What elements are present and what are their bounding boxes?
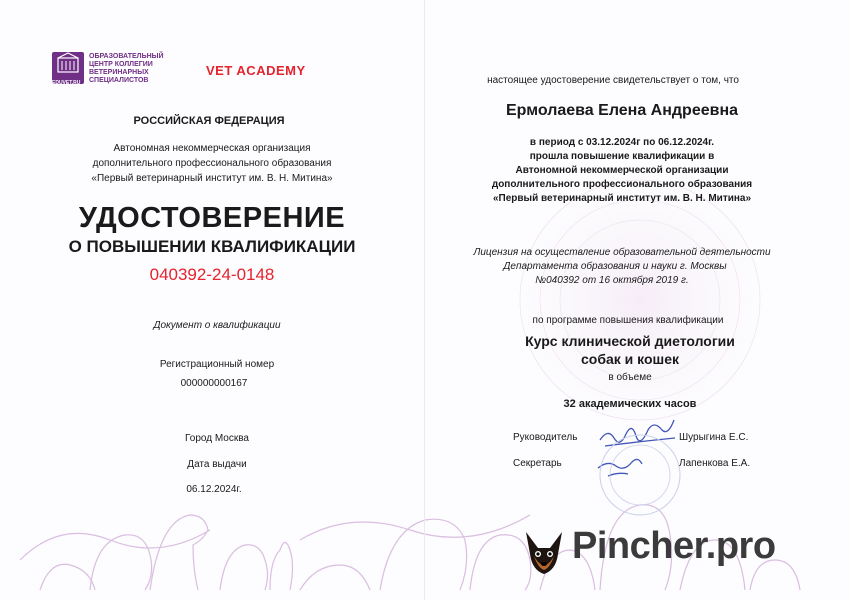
registration-number: 000000000167 [180,378,248,389]
license-line-3: №040392 от 16 октября 2019 г. [535,275,689,286]
study-period: в период с 03.12.2024г по 06.12.2024г. [529,137,715,148]
license-line-2: Департамента образования и науки г. Москвы [503,261,727,272]
program-intro: по программе повышения квалификации [532,315,724,326]
city: Город Москва [185,433,249,444]
certificate-title: УДОСТОВЕРЕНИЕ [78,202,346,234]
head-name: Шурыгина Е.С. [679,432,749,443]
document-type: Документ о квалификации [153,320,281,331]
license-line-1: Лицензия на осуществление образовательной деятельности [473,247,771,258]
recipient-name: Ермолаева Елена Андреевна [505,102,739,119]
intro-text: настоящее удостоверение свидетельствует о том, что [487,75,739,86]
issue-date-label: Дата выдачи [187,459,247,470]
college-name [89,53,164,85]
org-line-2: дополнительного профессионального образования [92,158,332,169]
college-name-line: ОБРАЗОВАТЕЛЬНЫЙ [89,53,164,60]
fold-line [424,0,425,600]
org-line-1: Автономная некоммерческая организация [113,143,311,154]
institution-line-1: Автономной некоммерческой организации [515,165,729,176]
registration-label: Регистрационный номер [159,359,275,370]
certificate-number: 040392-24-0148 [149,265,275,284]
secretary-name: Лапенкова Е.А. [679,458,751,469]
volume-label: в объеме [608,372,652,383]
institution-line-3: «Первый ветеринарный институт им. В. Н. Митина» [492,193,752,204]
course-title-line-1: Курс клинической диетологии [525,333,735,349]
college-name-line: ЦЕНТР КОЛЛЕГИИ [89,61,153,68]
logo-badge: EDUVET.RU [52,80,81,86]
institution-line-2: дополнительного профессионального образования [491,179,753,190]
country: РОССИЙСКАЯ ФЕДЕРАЦИЯ [133,115,285,127]
secretary-label: Секретарь [513,458,562,469]
completion-line: прошла повышение квалификации в [529,151,715,162]
course-hours: 32 академических часов [563,398,697,410]
college-name-line: СПЕЦИАЛИСТОВ [89,77,149,84]
vet-academy-logo: VET ACADEMY [206,63,306,78]
certificate-subtitle: О ПОВЫШЕНИИ КВАЛИФИКАЦИИ [68,237,356,256]
dog-logo-icon [520,528,568,576]
head-label: Руководитель [513,432,578,443]
org-line-3: «Первый ветеринарный институт им. В. Н. Митина» [91,173,333,184]
course-title-line-2: собак и кошек [581,351,679,367]
issue-date: 06.12.2024г. [186,484,242,495]
site-watermark: Pincher.pro [572,525,776,567]
college-name-line: ВЕТЕРИНАРНЫХ [89,69,149,76]
